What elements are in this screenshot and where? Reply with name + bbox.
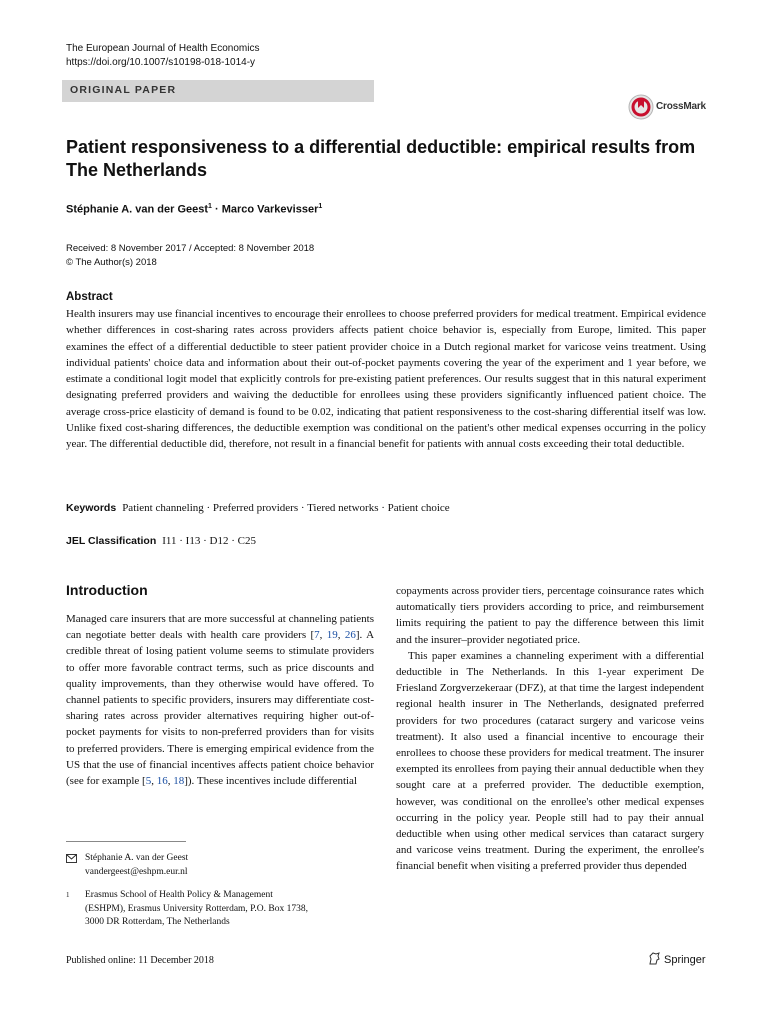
crossmark-label: CrossMark [656, 101, 706, 112]
citation-link[interactable]: 7 [314, 629, 320, 642]
keywords-line [66, 502, 706, 514]
introduction-left-column: Managed care insurers that are more successful at channeling patients can negotiate better deals with health care providers [7, 19, 26]. A credible threat of losing patient volume seems to stimulate providers to offer more favorable contract terms, such as price discounts and quality improvements, than they otherwise would have offered. To channel patients to specific providers, insurers may differentiate cost-sharing rates across provider alternatives requiring higher out-of-pocket payments for visits to non-preferred providers than for visits to preferred providers. There is emerging empirical evidence from the US that the use of financial incentives affects patient choice behavior (see for example [5, 16, 18]). These incentives include differential [66, 613, 375, 788]
introduction-heading: Introduction [66, 582, 148, 598]
citation-link[interactable]: 19 [326, 629, 338, 642]
affiliation-note [66, 889, 374, 930]
intro-text: ]). These incentives include differential [184, 775, 357, 788]
citation-link[interactable]: 5 [145, 775, 152, 788]
published-online-date: Published online: 11 December 2018 [66, 955, 214, 966]
abstract-text: Health insurers may use financial incentives to encourage their enrollees to choose preferred providers for medical treatment. Empirical evidence whether differences in cost-sharing rates across providers affects patient choice behavior is, especially from Europe, limited. This paper examines the effect of a differential deductible to steer patient provider choice in a Dutch regional market for varicose veins treatment. Using individual patients' choice data and information about their out-of-pocket payments covering the year of the experiment and 1 year before, we estimate a conditional logit model that explicitly controls for pre-existing patient preferences. Our results suggest that in this natural experiment designating preferred providers and waiving the deductible for enrollees using these providers significantly influenced patient choice. The average cross-price elasticity of demand is found to be 0.02, indicating that patient responsiveness to the cost-sharing differential itself was low. Unlike fixed cost-sharing differences, the deductible exemption was conditional on the patient's other medical expenses occurring in the policy year. The differential deductible did, therefore, not result in a financial benefit for patients with annual costs exceeding their total deductible. [66, 308, 706, 451]
jel-codes: I11 · I13 · D12 · C25 [162, 535, 256, 547]
jel-classification-line [66, 535, 706, 547]
intro-paragraph: copayments across provider tiers, percentage coinsurance rates which automatically tiers providers according to price, and reimbursement limits requiring the patient to pay the difference between this limit and the insurer–provider negotiated price. [396, 585, 704, 646]
paper-title: Patient responsiveness to a differential deductible: empirical results from The Netherlands [66, 137, 696, 180]
article-type-label: ORIGINAL PAPER [70, 84, 177, 96]
author-list [66, 203, 322, 216]
citation-link[interactable]: 16 [156, 775, 168, 788]
keywords-text: Patient channeling · Preferred providers · Tiered networks · Patient choice [122, 502, 450, 514]
springer-horse-icon [648, 952, 661, 965]
journal-header [66, 42, 259, 70]
affiliation-line: (ESHPM), Erasmus University Rotterdam, P.O. Box 1738, [85, 903, 308, 914]
affiliation-line: 3000 DR Rotterdam, The Netherlands [85, 917, 230, 927]
author-name[interactable]: Stéphanie A. van der Geest [66, 203, 209, 216]
author-name[interactable]: Marco Varkevisser [221, 203, 319, 216]
citation-link[interactable]: 18 [173, 775, 185, 788]
envelope-icon [66, 854, 77, 863]
copyright-notice: © The Author(s) 2018 [66, 257, 157, 268]
corresponding-author-note [66, 852, 374, 879]
affiliation-number: 1 [66, 891, 70, 899]
intro-text: Managed care insurers that are more successful at channeling patients can negotiate better deals with health care providers [ [66, 613, 374, 642]
publisher-name: Springer [664, 954, 706, 966]
contact-name: Stéphanie A. van der Geest [85, 853, 189, 863]
abstract-heading: Abstract [66, 291, 113, 303]
intro-paragraph: This paper examines a channeling experiment with a differential deductible in The Netherlands. In this 1-year experiment De Friesland Zorgverzekeraar (DFZ), at that time the largest independent regional health insurer in The Netherlands, designated preferred providers for two procedures (cataract surgery and varicose veins treatment). It also used a financial incentive to encourage their enrollees to choose these providers for medical treatment. The insurer exempted its enrollees from paying their annual deductible when they sought care at a preferred provider. The deductible exemption, however, was conditional on the enrollee's other medical expenses occurring in the policy year. People still had to pay their annual deductible when using other medical services than cataract surgery and varicose veins treatment. During the experiment, the enrollee's financial benefit when visiting a preferred provider thus depended [396, 649, 704, 873]
footnote-divider [66, 841, 186, 842]
introduction-right-column [396, 583, 704, 875]
keywords-label: Keywords [66, 502, 117, 514]
author-separator: · [211, 203, 222, 216]
crossmark-badge[interactable] [628, 94, 708, 120]
author-affiliation-mark: 1 [318, 203, 323, 210]
publisher-logo [648, 952, 706, 966]
author-affiliation-mark: 1 [208, 203, 212, 210]
contact-email[interactable]: vandergeest@eshpm.eur.nl [85, 866, 188, 877]
article-type-banner [62, 80, 374, 102]
doi-link[interactable]: https://doi.org/10.1007/s10198-018-1014-y [66, 57, 256, 68]
intro-text: ]. A credible threat of losing patient volume seems to stimulate providers to offer more favorable contract terms, such as price discounts and quality improvements, than they otherwise would have offered. To channel patients to specific providers, insurers may differentiate cost-sharing rates across provider alternatives requiring higher out-of-pocket payments for visits to non-preferred providers than for visits to preferred providers. There is emerging empirical evidence from the US that the use of financial incentives affects patient choice behavior (see for example [ [66, 629, 375, 788]
affiliation-line: Erasmus School of Health Policy & Management [85, 890, 273, 900]
citation-link[interactable]: 26 [344, 629, 356, 642]
journal-name: The European Journal of Health Economics [66, 43, 260, 54]
crossmark-logo-icon [628, 94, 654, 120]
jel-label: JEL Classification [66, 535, 157, 547]
received-accepted-dates: Received: 8 November 2017 / Accepted: 8 November 2018 [66, 243, 315, 254]
article-dates [66, 242, 314, 270]
